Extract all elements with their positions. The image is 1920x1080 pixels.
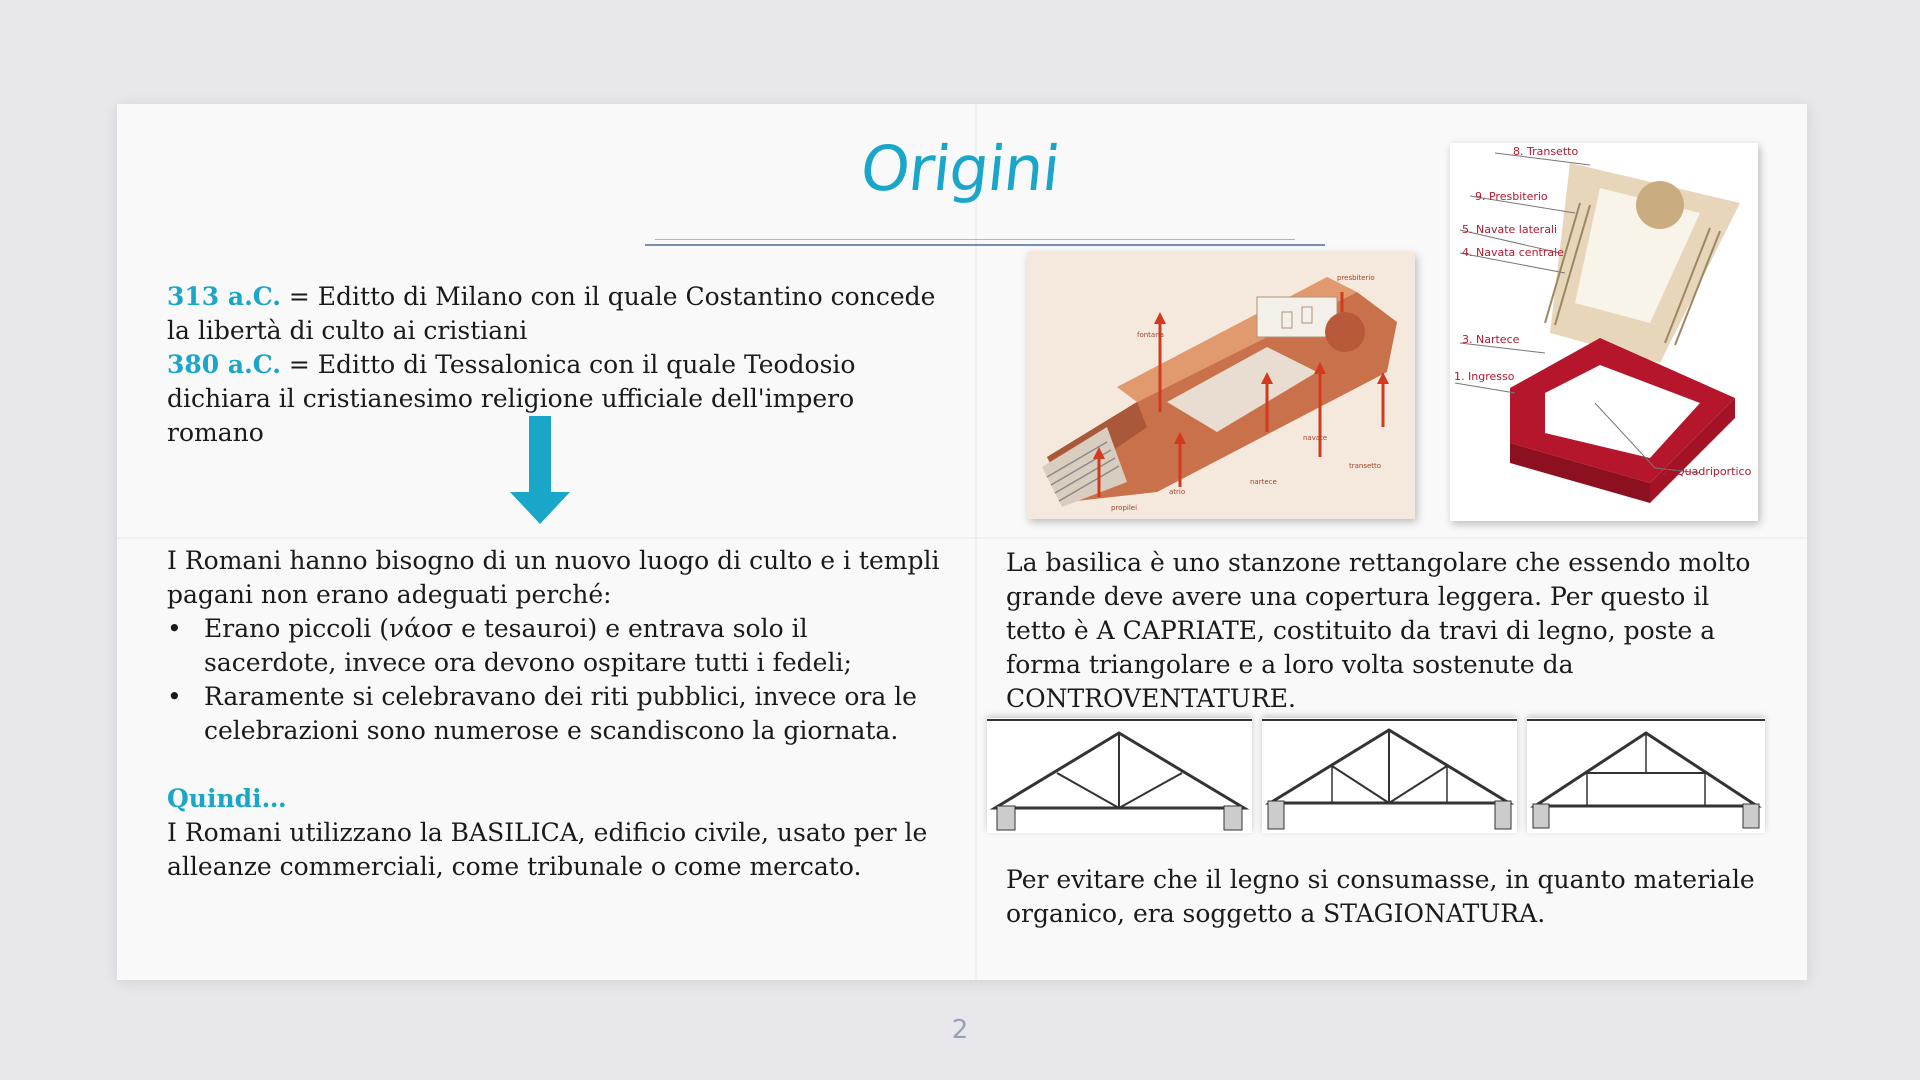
label-transetto: transetto [1349, 462, 1382, 470]
paper-fold-horizontal [117, 537, 1807, 539]
basilica-plan-image [1450, 143, 1758, 521]
paper-fold-vertical [975, 104, 977, 980]
edict-text: = Editto di Tessalonica con il quale Teodosio dichiara il cristianesimo religione ufficiale dell'impero romano [167, 350, 856, 447]
list-item: • Raramente si celebravano dei riti pubblici, invece ora le celebrazioni sono numerose e scandiscono la giornata. [167, 680, 947, 748]
truss-drawing-2 [1262, 718, 1517, 833]
label-ingresso: 1. Ingresso [1454, 370, 1515, 383]
title-underline [645, 244, 1325, 246]
label-transetto: 8. Transetto [1513, 145, 1579, 158]
label-navata-centrale: 4. Navata centrale [1462, 246, 1564, 259]
label-navate-laterali: 5. Navate laterali [1462, 223, 1558, 236]
title-underline-thin [655, 239, 1295, 240]
quindi-label: Quindi… [167, 784, 287, 813]
basilica-description: La basilica è uno stanzone rettangolare che essendo molto grande deve avere una copertura leggera. Per questo il tetto è A CAPRIATE, costituito da travi di legno, poste a forma triangolare e a loro volta sostenute da CONTROVENTATURE. [1006, 548, 1751, 713]
label-fontana: fontana [1137, 331, 1164, 339]
label-atrio: atrio [1169, 488, 1186, 496]
edict-date: 313 a.C. [167, 282, 281, 311]
need-intro: I Romani hanno bisogno di un nuovo luogo di culto e i templi pagani non erano adeguati perché: [167, 546, 940, 609]
label-nartece: nartece [1250, 478, 1277, 486]
truss-drawing-1 [987, 718, 1252, 833]
edict-text: = Editto di Milano con il quale Costantino concede la libertà di culto ai cristiani [167, 282, 936, 345]
edict-milano [167, 280, 947, 348]
need-block [167, 544, 947, 884]
truss-drawing-3 [1527, 718, 1765, 833]
edict-date: 380 a.C. [167, 350, 281, 379]
quindi-text: I Romani utilizzano la BASILICA, edificio civile, usato per le alleanze commerciali, come tribunale o come mercato. [167, 818, 928, 881]
reasons-list [167, 612, 947, 748]
label-propilei: propilei [1111, 504, 1138, 512]
label-navate: navate [1303, 434, 1328, 442]
label-presbiterio: 9. Presbiterio [1475, 190, 1548, 203]
label-presbiterio: presbiterio [1337, 274, 1375, 282]
down-arrow-icon [510, 416, 570, 526]
stagionatura-text: Per evitare che il legno si consumasse, in quanto materiale organico, era soggetto a STAGIONATURA. [1006, 865, 1755, 928]
page-number: 2 [951, 1015, 969, 1045]
list-item: • Erano piccoli (νάοσ e tesauroi) e entrava solo il sacerdote, invece ora devono ospitare tutti i fedeli; [167, 612, 947, 680]
page-title: Origini [857, 132, 1063, 205]
basilica-cutaway-image [1027, 252, 1415, 519]
label-nartece: 3. Nartece [1462, 333, 1520, 346]
label-quadriportico: 2. Quadriportico [1662, 465, 1752, 478]
